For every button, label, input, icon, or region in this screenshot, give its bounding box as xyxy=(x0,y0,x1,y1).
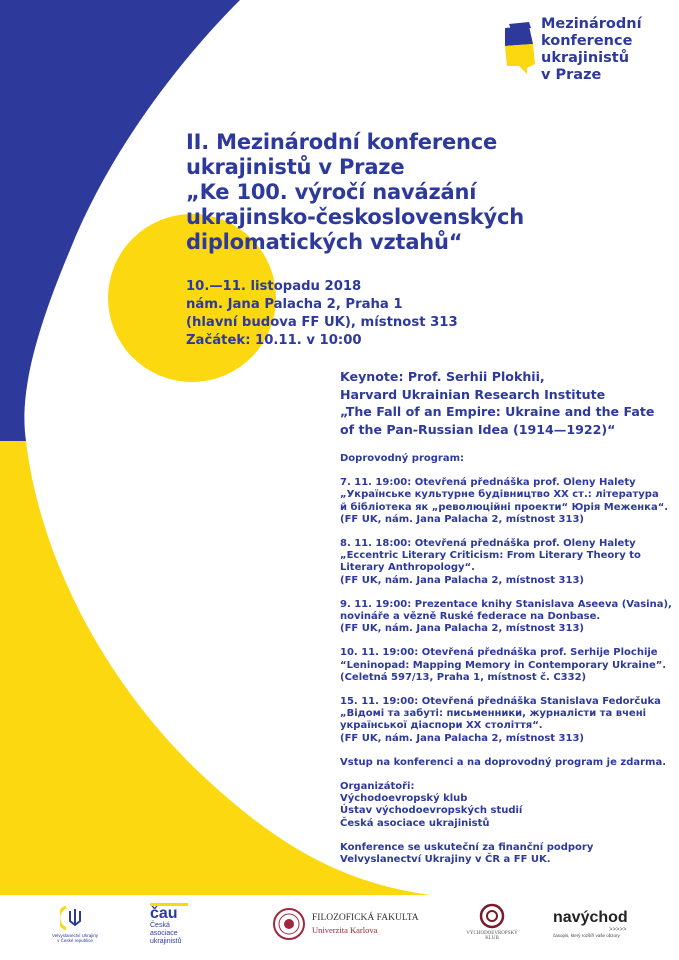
partner-logos xyxy=(0,895,679,955)
cau-text: ukrajinistů xyxy=(150,938,182,945)
university-seal-icon xyxy=(272,907,306,941)
logo-line: konference xyxy=(541,33,633,49)
trident-icon xyxy=(60,905,90,931)
logo-line: ukrajinistů xyxy=(541,50,630,66)
event-details xyxy=(186,278,458,350)
conference-logo-text xyxy=(541,16,642,84)
ff-university: Univerzita Karlova xyxy=(312,925,378,935)
title-line: II. Mezinárodní konference xyxy=(186,130,498,154)
program-line: (FF UK, nám. Jana Palacha 2, místnost 313) xyxy=(340,574,584,586)
event-start: Začátek: 10.11. v 10:00 xyxy=(186,333,362,348)
program-line: (FF UK, nám. Jana Palacha 2, místnost 313) xyxy=(340,732,584,744)
program-line: „Українське культурне будівництво XX ст.: література xyxy=(340,489,659,501)
event-address: nám. Jana Palacha 2, Praha 1 xyxy=(186,297,403,312)
program-item xyxy=(340,647,672,684)
program-line: (FF UK, nám. Jana Palacha 2, místnost 313) xyxy=(340,513,584,525)
event-date: 10.—11. listopadu 2018 xyxy=(186,279,362,294)
keynote-line: of the Pan-Russian Idea (1914—1922)“ xyxy=(340,421,616,437)
title-line: ukrajinistů v Praze xyxy=(186,155,405,179)
klub-line: VÝCHODOEVROPSKÝ xyxy=(466,931,518,936)
organizer: Česká asociace ukrajinistů xyxy=(340,817,490,829)
cau-logo xyxy=(150,903,220,946)
keynote-line: Keynote: Prof. Serhii Plokhii, xyxy=(340,369,545,384)
keynote-line: Harvard Ukrainian Research Institute xyxy=(340,386,606,402)
program-item xyxy=(340,538,672,587)
program-line: української діаспори XX століття“. xyxy=(340,720,543,732)
program-line: 7. 11. 19:00: Otevřená přednáška prof. Oleny Halety xyxy=(340,477,636,489)
program-line: Literary Anthropology“. xyxy=(340,562,475,574)
embassy-line: Velvyslanectví Ukrajiny xyxy=(51,933,99,938)
program-line: novináře a vězně Ruské federace na Donbase. xyxy=(340,611,601,623)
program-line: 8. 11. 18:00: Otevřená přednáška prof. Oleny Halety xyxy=(340,538,636,550)
program-line: „Eccentric Literary Criticism: From Literary Theory to xyxy=(340,550,641,562)
title-line: ukrajinsko-československých xyxy=(186,205,525,229)
free-entry-note: Vstup na konferenci a na doprovodný program je zdarma. xyxy=(340,756,667,768)
support-line: Konference se uskuteční za finanční podpory xyxy=(340,841,594,853)
navychod-arrows: >>>>> xyxy=(609,927,627,933)
embassy-line: v České republice xyxy=(57,938,93,943)
program-heading: Doprovodný program: xyxy=(340,453,465,464)
organizer: Ústav východoevropských studií xyxy=(340,805,523,817)
logo-line: Mezinárodní xyxy=(541,16,642,32)
title-line: diplomatických vztahů“ xyxy=(186,230,463,254)
keynote-block xyxy=(340,368,654,438)
cau-mark: čau xyxy=(150,903,188,922)
program-line: 10. 11. 19:00: Otevřená přednáška prof. Serhije Plochije xyxy=(340,647,658,659)
program-line: (FF UK, nám. Jana Palacha 2, místnost 313) xyxy=(340,623,584,635)
event-room: (hlavní budova FF UK), místnost 313 xyxy=(186,315,458,330)
organizer: Východoevropský klub xyxy=(340,793,468,805)
navychod-mark: navýchod xyxy=(553,909,628,926)
page-title xyxy=(186,130,524,255)
program-line: “Leninopad: Mapping Memory in Contemporary Ukraine”. xyxy=(340,659,667,671)
program-item xyxy=(340,599,672,636)
organizers-heading: Organizátoři: xyxy=(340,781,415,793)
klub-logo xyxy=(462,903,522,941)
keynote-line: „The Fall of an Empire: Ukraine and the Fate xyxy=(340,404,655,419)
program-item xyxy=(340,477,672,526)
logo-line: v Praze xyxy=(541,67,602,83)
program-line: (Celetná 597/13, Praha 1, místnost č. C332) xyxy=(340,671,587,683)
title-line: „Ke 100. výročí navázání xyxy=(186,180,477,204)
navychod-logo xyxy=(553,909,643,938)
klub-line: KLUB xyxy=(485,936,499,941)
cau-text: Česká xyxy=(150,922,170,929)
embassy-logo xyxy=(40,905,110,943)
program-line: 15. 11. 19:00: Otevřená přednáška Stanislava Fedorčuka xyxy=(340,696,661,708)
program-line: 9. 11. 19:00: Prezentace knihy Stanislava Aseeva (Vasina), xyxy=(340,598,672,610)
support-line: Velvyslanectví Ukrajiny v ČR a FF UK. xyxy=(340,854,551,866)
program-line: „Відомі та забуті: письменники, журналісти та вчені xyxy=(340,708,647,720)
program-item xyxy=(340,696,672,745)
conference-logo-mark xyxy=(505,16,537,80)
klub-emblem-icon xyxy=(479,903,505,929)
navychod-tagline: časopis, který rozšíří vaše obzory xyxy=(553,933,620,938)
cau-text: asociace xyxy=(150,930,178,937)
program-line: й бібліотека як „революційні проекти“ Юрія Меженка“. xyxy=(340,501,669,513)
program-block xyxy=(340,453,672,866)
ff-name: FILOZOFICKÁ FAKULTA xyxy=(312,913,419,923)
